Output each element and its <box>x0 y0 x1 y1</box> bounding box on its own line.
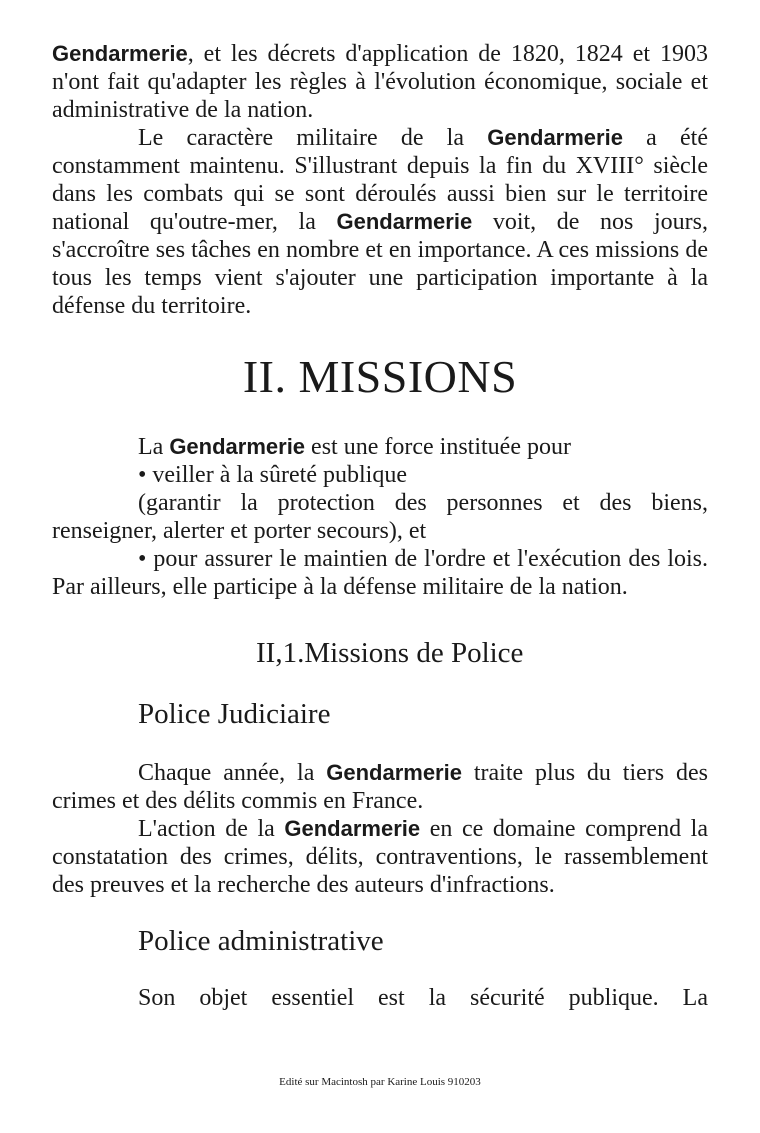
subsection-title-police: II,1.Missions de Police <box>256 637 524 669</box>
page-body <box>52 40 708 1012</box>
bold-term: Gendarmerie <box>326 760 462 785</box>
intro-paragraph-2 <box>52 124 708 320</box>
text-run: traite plus du tiers des crimes et des délits commis en France. <box>52 760 708 814</box>
text-run: La <box>138 434 170 460</box>
bold-term: Gendarmerie <box>52 41 188 66</box>
judiciaire-paragraph-2 <box>52 815 708 899</box>
text-run: a été constamment maintenu. S'illustrant depuis la fin du XVIII° siècle dans les combats qui se sont déroulés aussi bien sur le territoire national qu'outre-mer, la <box>52 125 709 235</box>
bold-term: Gendarmerie <box>336 209 473 234</box>
text-run: Chaque année, la <box>138 760 327 786</box>
text-run: L'action de la <box>138 816 285 842</box>
missions-bullet-1: • veiller à la sûreté publique <box>138 462 407 488</box>
missions-lead <box>52 433 708 461</box>
administrative-paragraph-1: Son objet essentiel est la sécurité publique. La <box>138 985 708 1011</box>
text-run: en ce domaine comprend la constatation des crimes, délits, contraventions, le rassemblement des preuves et la recherche des auteurs d'infractions. <box>52 816 708 898</box>
heading-police-judiciaire: Police Judiciaire <box>138 698 331 730</box>
heading-police-administrative: Police administrative <box>138 925 384 957</box>
text-run: Le caractère militaire de la <box>138 125 488 151</box>
bold-term: Gendarmerie <box>284 816 421 841</box>
intro-paragraph-1 <box>52 40 708 124</box>
text-run: , et les décrets d'application de 1820, 1824 et 1903 n'ont fait qu'adapter les règles à l'évolution économique, sociale et administrative de la nation. <box>52 41 708 123</box>
judiciaire-paragraph-1 <box>52 759 708 815</box>
missions-bullet-2: • pour assurer le maintien de l'ordre et l'exécution des lois. Par ailleurs, elle participe à la défense militaire de la nation. <box>52 546 708 600</box>
text-run: est une force instituée pour <box>305 434 571 460</box>
bold-term: Gendarmerie <box>487 125 623 150</box>
missions-parenthetical: (garantir la protection des personnes et des biens, renseigner, alerter et porter secours), et <box>52 490 708 544</box>
text-run: voit, de nos jours, s'accroître ses tâches en nombre et en importance. A ces missions de tous les temps vient s'ajouter une participation importante à la défense du territoire. <box>52 209 709 319</box>
section-title-missions: II. MISSIONS <box>242 351 518 402</box>
bold-term: Gendarmerie <box>169 434 306 459</box>
page-footer: Edité sur Macintosh par Karine Louis 910203 <box>279 1076 481 1088</box>
